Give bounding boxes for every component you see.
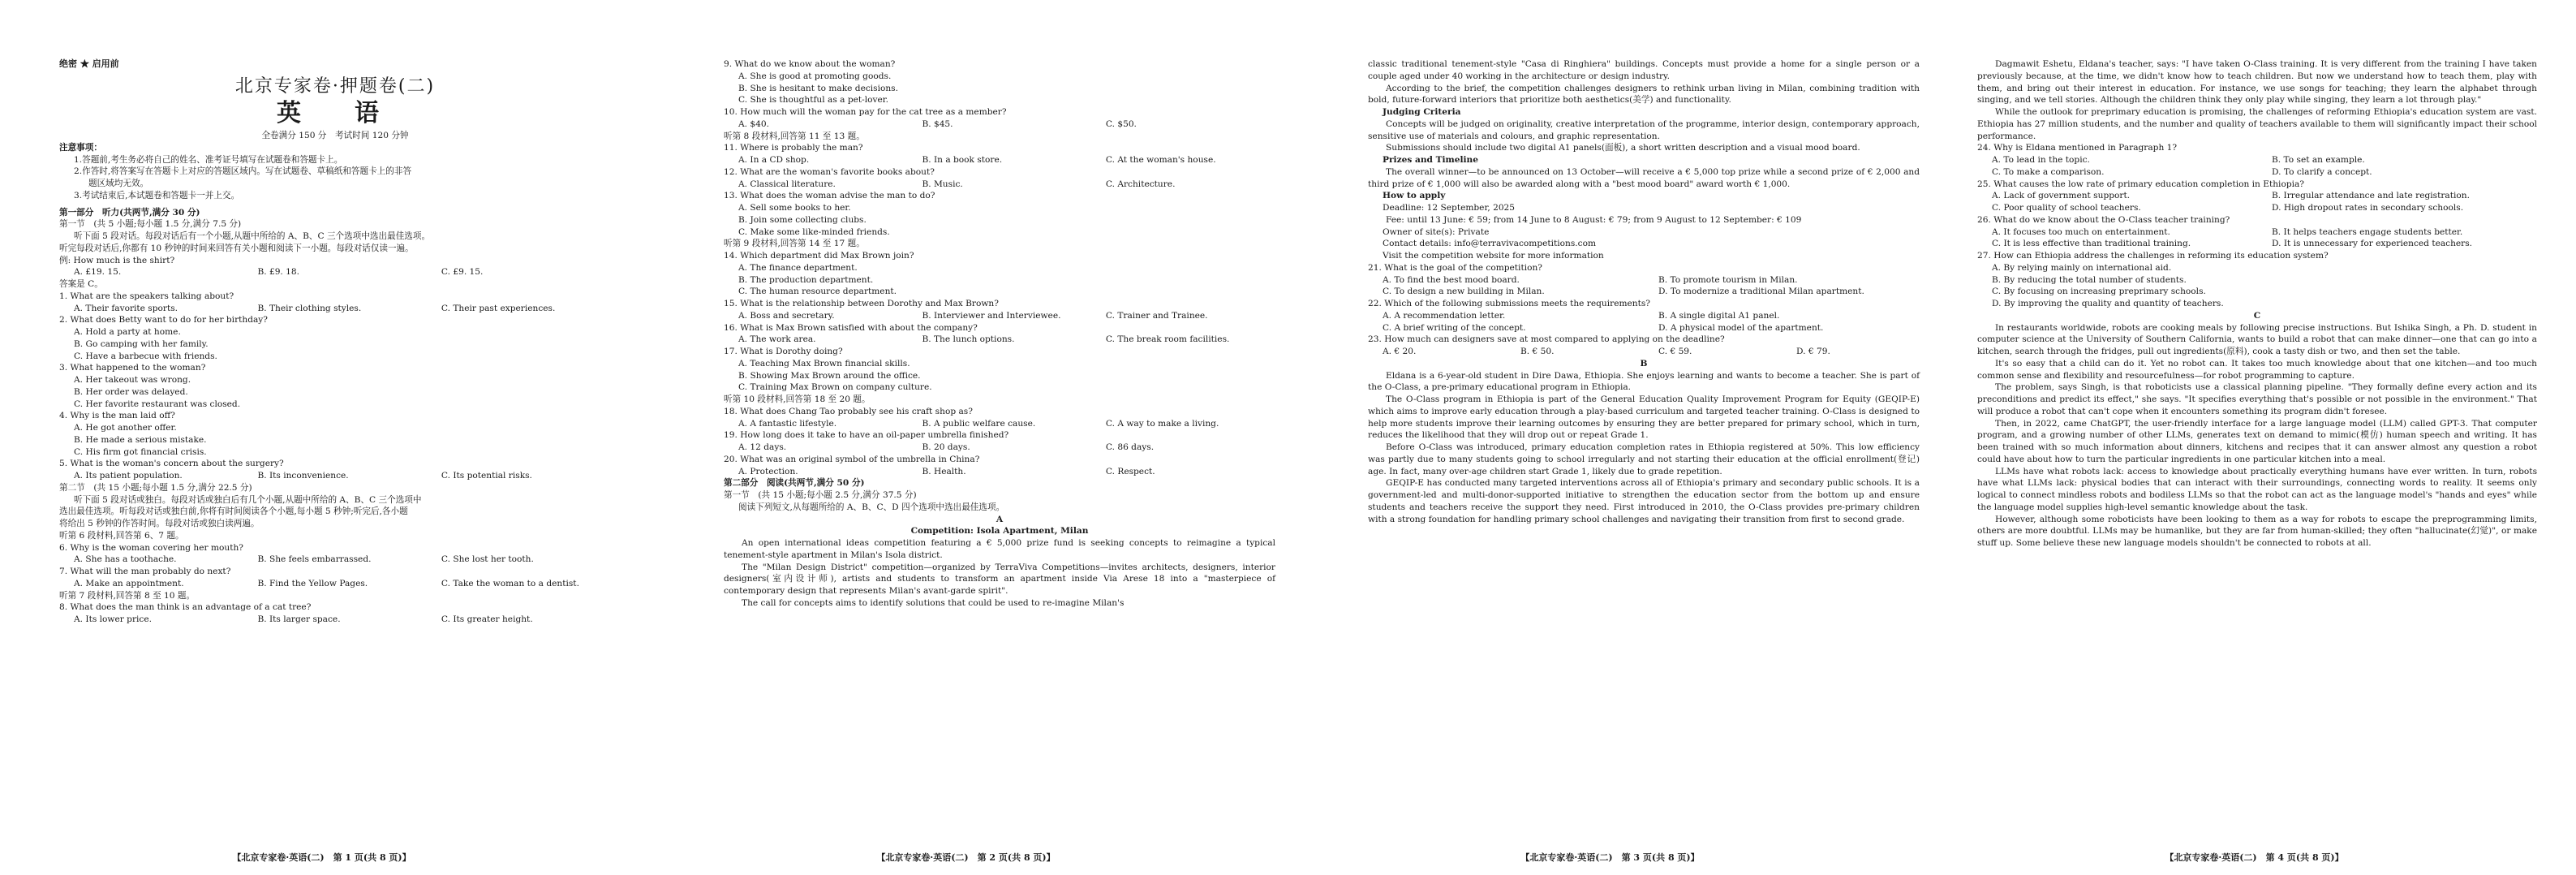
question: 2. What does Betty want to do for her birthday? xyxy=(59,315,268,325)
passage-paragraph: While the outlook for preprimary education is promising, the challenges of reforming Ethiopia's education system are vast. Ethiopia has 27 million students, and the number and quality of teachers available to them will significantly impact their school performance. xyxy=(1977,107,2537,141)
option: A. Make an appointment. xyxy=(74,578,184,588)
passage-paragraph: An open international ideas competition featuring a € 5,000 prize fund is seeking concepts to reimagine a typical tenement-style apartment in Milan's Isola district. xyxy=(724,538,1275,560)
passage-paragraph: Eldana is a 6-year-old student in Dire Dawa, Ethiopia. She enjoys learning and wants to become a teacher. She is part of the O-Class, a pre-primary educational program in Ethiopia. xyxy=(1368,370,1920,393)
exam-page-1 xyxy=(0,0,643,875)
part-2-heading: 第二部分 阅读(共两节,满分 50 分) xyxy=(724,478,865,489)
options-row xyxy=(1977,190,2537,202)
question: 13. What does the woman advise the man to do? xyxy=(724,191,935,201)
page-1-content xyxy=(59,58,611,626)
passage-paragraph: However, although some roboticists have been looking to them as a way for robots to escape the preprogramming limits, others are more doubtful. LLMs may be humanlike, but they are far from human-skilled; they often "hallucinate(幻觉)", or make stuff up. Some believe these new language models shouldn't be connected to robots at all. xyxy=(1977,514,2537,548)
option: B. She feels embarrassed. xyxy=(257,554,372,565)
subheading: Prizes and Timeline xyxy=(1383,155,1478,165)
exam-page-4 xyxy=(1933,0,2576,875)
passage-paragraph: The call for concepts aims to identify solutions that could be used to re-imagine Milan's xyxy=(742,597,1125,608)
confidential-mark: 绝密 ★ 启用前 xyxy=(59,58,119,69)
option: C. By focusing on increasing preprimary schools. xyxy=(1992,287,2206,297)
option: C. To design a new building in Milan. xyxy=(1383,287,1545,297)
options-row xyxy=(724,334,1275,346)
option: A. 12 days. xyxy=(738,442,787,452)
question: 23. How much can designers save at most compared to applying on the deadline? xyxy=(1368,334,1725,345)
question: 5. What is the woman's concern about the surgery? xyxy=(59,459,284,469)
material-note: 听第 8 段材料,回答第 11 至 13 题。 xyxy=(724,131,865,141)
option: B. Showing Max Brown around the office. xyxy=(738,370,921,381)
page-footer: 【北京专家卷·英语(二) 第 4 页(共 8 页)】 xyxy=(2165,852,2344,863)
option: B. £9. 18. xyxy=(257,267,300,278)
options-row xyxy=(1977,202,2537,214)
question: 17. What is Dorothy doing? xyxy=(724,347,843,356)
question: 24. Why is Eldana mentioned in Paragraph 1? xyxy=(1977,143,2178,153)
question: 16. What is Max Brown satisfied with about the company? xyxy=(724,322,978,333)
section-heading: 第一节 (共 5 小题;每小题 1.5 分,满分 7.5 分) xyxy=(59,219,242,230)
option: A. Teaching Max Brown financial skills. xyxy=(738,358,910,369)
options-row xyxy=(724,442,1275,454)
options-row xyxy=(724,179,1275,191)
option: B. The lunch options. xyxy=(922,334,1015,345)
example-answer: 答案是 C。 xyxy=(59,279,103,289)
option: B. To promote tourism in Milan. xyxy=(1658,274,1798,285)
option: C. A brief writing of the concept. xyxy=(1383,322,1526,333)
option: B. It helps teachers engage students better. xyxy=(2272,226,2463,237)
option: A. £19. 15. xyxy=(74,267,122,278)
question: 15. What is the relationship between Dorothy and Max Brown? xyxy=(724,299,999,308)
directions: 听下面 5 段对话。每段对话后有一个小题,从题中所给的 A、B、C 三个选项中选出最佳选项。 xyxy=(74,231,431,241)
option: C. She lost her tooth. xyxy=(441,554,534,565)
note-item: 1.答题前,考生务必将自己的姓名、准考证号填写在试题卷和答题卡上。 xyxy=(74,154,343,165)
option: A. A recommendation letter. xyxy=(1383,310,1506,321)
note-item: 3.考试结束后,本试题卷和答题卡一并上交。 xyxy=(74,190,240,200)
option: C. The human resource department. xyxy=(738,287,897,297)
option: B. Their clothing styles. xyxy=(257,303,362,313)
option: C. Its potential risks. xyxy=(441,471,532,481)
option: C. Training Max Brown on company culture. xyxy=(738,382,932,393)
option: A. Lack of government support. xyxy=(1992,191,2131,201)
options-row xyxy=(59,614,611,626)
passage-paragraph: Before O-Class was introduced, primary education completion rates in Ethiopia registered at 50%. This low efficiency was partly due to many students going to school irregularly and not starting their education at the official enrollment(登记) age. In fact, many over-age children start Grade 1, likely due to grade repetition. xyxy=(1368,442,1920,476)
option: B. Go camping with her family. xyxy=(74,338,209,349)
page-3-content xyxy=(1368,58,1920,525)
question: 9. What do we know about the woman? xyxy=(724,59,896,69)
option: C. Their past experiences. xyxy=(441,303,556,313)
question: 20. What was an original symbol of the umbrella in China? xyxy=(724,454,980,464)
question: 10. How much will the woman pay for the cat tree as a member? xyxy=(724,107,1007,117)
apply-detail: Deadline: 12 September, 2025 xyxy=(1383,203,1516,213)
options-row xyxy=(1368,322,1920,334)
exam-page-2 xyxy=(644,0,1288,875)
option: B. Interviewer and Interviewee. xyxy=(922,310,1061,321)
question: 11. Where is probably the man? xyxy=(724,143,863,153)
option: B. $45. xyxy=(922,119,953,129)
option: C. £9. 15. xyxy=(441,267,484,278)
question: 8. What does the man think is an advantage of a cat tree? xyxy=(59,602,312,613)
options-row xyxy=(724,466,1275,478)
material-note: 听第 6 段材料,回答第 6、7 题。 xyxy=(59,530,184,541)
option: D. High dropout rates in secondary schools. xyxy=(2272,203,2464,213)
option: B. A single digital A1 panel. xyxy=(1658,310,1780,321)
part-1-heading: 第一部分 听力(共两节,满分 30 分) xyxy=(59,207,200,218)
option: C. She is thoughtful as a pet-lover. xyxy=(738,95,888,106)
passage-paragraph: LLMs have what robots lack: access to knowledge about practically everything humans have ever written. In turn, robots have what LLMs lack: physical bodies that can interact with their surroundings, connecting words to reality. It seems only logical to connect mindless robots and bodiless LLMs so that the robot can act as the language model's "hands and eyes" while the language model supplies high-level semantic knowledge about the task. xyxy=(1977,466,2537,512)
option: A. € 20. xyxy=(1383,347,1417,356)
options-row xyxy=(59,303,611,315)
option: A. Her takeout was wrong. xyxy=(74,375,191,385)
page-footer: 【北京专家卷·英语(二) 第 3 页(共 8 页)】 xyxy=(1520,852,1700,863)
material-note: 听第 10 段材料,回答第 18 至 20 题。 xyxy=(724,394,871,404)
apply-detail: Visit the competition website for more information xyxy=(1383,251,1604,261)
passage-paragraph: The problem, says Singh, is that roboticists use a classical planning pipeline. "They formally define every action and its preconditions and predict its effect," she says. "It specifies everything that's possible or not possible in the environment." That will produce a robot that can't cope when it encounters something its program didn't foresee. xyxy=(1977,382,2537,416)
options-row xyxy=(1977,154,2537,166)
option: A. To lead in the topic. xyxy=(1992,155,2090,165)
passage-letter: B xyxy=(1640,358,1648,369)
option: B. A public welfare cause. xyxy=(922,418,1036,429)
option: A. A fantastic lifestyle. xyxy=(738,418,837,429)
option: A. Hold a party at home. xyxy=(74,327,181,337)
options-row xyxy=(1977,166,2537,179)
option: A. Sell some books to her. xyxy=(738,203,851,213)
passage-letter: C xyxy=(2253,310,2261,321)
option: D. A physical model of the apartment. xyxy=(1658,322,1824,333)
note-item: 题区域均无效。 xyxy=(88,179,149,188)
option: A. She is good at promoting goods. xyxy=(738,71,892,81)
option: C. Make some like-minded friends. xyxy=(738,226,890,237)
options-row xyxy=(59,578,611,590)
option: B. 20 days. xyxy=(922,442,970,452)
option: C. Architecture. xyxy=(1105,179,1176,189)
option: A. Its patient population. xyxy=(74,471,183,481)
option: C. Take the woman to a dentist. xyxy=(441,578,579,588)
option: B. € 50. xyxy=(1520,347,1555,356)
options-row xyxy=(1977,226,2537,239)
example-question: 例: How much is the shirt? xyxy=(59,255,175,265)
option: A. The finance department. xyxy=(738,262,858,273)
option: B. Join some collecting clubs. xyxy=(738,214,867,225)
option: D. To clarify a concept. xyxy=(2272,166,2372,177)
option: B. Her order was delayed. xyxy=(74,386,188,397)
page-footer: 【北京专家卷·英语(二) 第 2 页(共 8 页)】 xyxy=(876,852,1056,863)
options-row xyxy=(1368,346,1920,358)
exam-page-3 xyxy=(1288,0,1932,875)
option: C. The break room facilities. xyxy=(1105,334,1230,345)
option: B. Its larger space. xyxy=(257,614,341,624)
passage-paragraph: Concepts will be judged on originality, creative interpretation of the programme, interior design, contemporary approach, sensitive use of materials and colours, and graphic representation. xyxy=(1368,119,1920,141)
question: 22. Which of the following submissions meets the requirements? xyxy=(1368,299,1650,308)
passage-paragraph: GEQIP-E has conducted many targeted interventions across all of Ethiopia's primary and secondary public schools. It is a government-led and multi-donor-supported initiative to strengthen the education sector from the bottom up and ensure students and teachers receive the support they need. First introduced in 2010, the O-Class provides pre-primary children with a strong foundation for handling primary school challenges and navigating their transition from first to second grade. xyxy=(1368,478,1920,524)
option: B. To set an example. xyxy=(2272,155,2365,165)
passage-paragraph: It's so easy that a child can do it. Yet no robot can. It takes too much knowledge about that one kitchen—and too much common sense and flexibility and resourcefulness—for robot programming to capture. xyxy=(1977,358,2537,381)
directions: 选出最佳选项。听每段对话或独白前,你将有时间阅读各个小题,每小题 5 秒钟;听完后,各小题 xyxy=(59,506,408,517)
option: D. € 79. xyxy=(1796,347,1830,356)
passage-paragraph: Then, in 2022, came ChatGPT, the user-friendly interface for a large language model (LLM) called GPT-3. That computer program, and a growing number of other LLMs, generates text on demand to mimic(模仿) human speech and writing. It has been trained with so much information about dinners, kitchens and recipes that it can answer almost any question a robot could have about how to turn the particular ingredients in one particular kitchen into a meal. xyxy=(1977,418,2537,464)
directions: 听完每段对话后,你都有 10 秒钟的时间来回答有关小题和阅读下一小题。每段对话仅读一遍。 xyxy=(59,243,414,253)
option: B. Irregular attendance and late registration. xyxy=(2272,191,2470,201)
question: 4. Why is the man laid off? xyxy=(59,411,175,421)
option: A. Boss and secretary. xyxy=(738,310,835,321)
option: B. Find the Yellow Pages. xyxy=(257,578,368,588)
option: B. Health. xyxy=(922,466,966,476)
option: C. Respect. xyxy=(1105,466,1155,476)
apply-detail: Owner of site(s): Private xyxy=(1383,226,1490,237)
question: 21. What is the goal of the competition? xyxy=(1368,262,1542,273)
directions: 听下面 5 段对话或独白。每段对话或独白后有几个小题,从题中所给的 A、B、C 三个选项中 xyxy=(74,494,422,505)
option: C. His firm got financial crisis. xyxy=(74,446,207,457)
apply-detail: Fee: until 13 June: € 59; from 14 June to 8 August: € 79; from 9 August to 12 September: € 109 xyxy=(1386,214,1802,225)
subheading: How to apply xyxy=(1383,191,1446,201)
note-item: 2.作答时,将答案写在答题卡上对应的答题区域内。写在试题卷、草稿纸和答题卡上的非答 xyxy=(74,166,412,177)
passage-paragraph: The "Milan Design District" competition—organized by TerraViva Competitions—invites architects, designers, interior designers(室内设计师), artists and students to transform an apartment inside Via Arese 18 into a "masterpiece of contemporary design that represents Milan's avant-garde spirit". xyxy=(724,562,1275,596)
option: C. Trainer and Trainee. xyxy=(1105,310,1208,321)
option: A. In a CD shop. xyxy=(738,155,810,165)
exam-title: 北京专家卷·押题卷(二) xyxy=(234,75,436,97)
option: C. 86 days. xyxy=(1105,442,1155,452)
passage-paragraph: According to the brief, the competition challenges designers to rethink urban living in Milan, combining tradition with bold, future-forward interiors that prioritize both aesthetics(美学) and functionality. xyxy=(1368,83,1920,106)
passage-paragraph: Dagmawit Eshetu, Eldana's teacher, says: "I have taken O-Class training. It is very different from the training I have taken previously because, at the time, we didn't know how to teach children. But now we understand how to teach them, play with them, and bring out their interest in education. For instance, we use songs for teaching; they learn the alphabet through singing, and we tell stories. Although the children think they only play while singing, they learn a lot through play." xyxy=(1977,59,2537,106)
options-row xyxy=(724,119,1275,131)
option: B. Music. xyxy=(922,179,963,189)
option: B. By reducing the total number of students. xyxy=(1992,274,2187,285)
option: B. He made a serious mistake. xyxy=(74,434,207,445)
option: A. Protection. xyxy=(738,466,798,476)
option: C. Its greater height. xyxy=(441,614,533,624)
option: D. To modernize a traditional Milan apartment. xyxy=(1658,287,1864,297)
question: 6. Why is the woman covering her mouth? xyxy=(59,542,243,553)
passage-title: Competition: Isola Apartment, Milan xyxy=(910,526,1089,537)
option: A. She has a toothache. xyxy=(74,554,177,565)
option: A. Its lower price. xyxy=(74,614,152,624)
options-row xyxy=(1368,274,1920,287)
page-footer: 【北京专家卷·英语(二) 第 1 页(共 8 页)】 xyxy=(232,852,411,863)
option: A. $40. xyxy=(738,119,769,129)
passage-paragraph: The overall winner—to be announced on 13 October—will receive a € 5,000 top prize while a second prize of € 2,000 and third prize of € 1,000 will also be awarded along with a "best mood board" award worth € 1,000. xyxy=(1368,166,1920,189)
option: C. At the woman's house. xyxy=(1105,155,1216,165)
passage-paragraph: The O-Class program in Ethiopia is part of the General Education Quality Improvement Program for Equity (GEQIP-E) which aims to improve early education through a play-based curriculum and targeted teacher training. O-Class is designed to help more students improve their learning outcomes by ensuring they are better prepared for primary school, which in turn, reduces the likelihood that they will drop out or repeat Grade 1. xyxy=(1368,394,1920,441)
question: 14. Which department did Max Brown join? xyxy=(724,251,914,261)
options-row xyxy=(724,154,1275,166)
option: B. The production department. xyxy=(738,274,874,285)
option: A. It focuses too much on entertainment. xyxy=(1992,226,2170,237)
question: 7. What will the man probably do next? xyxy=(59,567,231,576)
option: D. By improving the quality and quantity of teachers. xyxy=(1992,299,2224,308)
options-row xyxy=(724,418,1275,430)
question: 1. What are the speakers talking about? xyxy=(59,291,234,301)
passage-paragraph: Submissions should include two digital A1 panels(面板), a short written description and a visual mood board. xyxy=(1386,143,1860,153)
option: A. By relying mainly on international aid. xyxy=(1992,262,2172,273)
option: B. In a book store. xyxy=(922,155,1003,165)
question: 27. How can Ethiopia address the challenges in reforming its education system? xyxy=(1977,251,2329,261)
option: C. Her favorite restaurant was closed. xyxy=(74,399,241,409)
passage-paragraph: classic traditional tenement-style "Casa di Ringhiera" buildings. Concepts must provide a home for a single person or a couple aged under 40 working in the architecture or design industry. xyxy=(1368,59,1920,81)
page-4-content xyxy=(1977,58,2537,550)
example-options xyxy=(59,266,611,278)
question: 18. What does Chang Tao probably see his craft shop as? xyxy=(724,406,973,416)
options-row xyxy=(59,470,611,482)
options-row xyxy=(1368,286,1920,298)
question: 3. What happened to the woman? xyxy=(59,363,206,373)
option: C. € 59. xyxy=(1658,347,1692,356)
option: B. Its inconvenience. xyxy=(257,471,349,481)
notes-title: 注意事项： xyxy=(59,142,102,153)
options-row xyxy=(1977,238,2537,250)
option: C. Poor quality of school teachers. xyxy=(1992,203,2141,213)
options-row xyxy=(59,554,611,566)
question: 19. How long does it take to have an oil-paper umbrella finished? xyxy=(724,430,1009,441)
subject-title: 英 语 xyxy=(277,98,393,127)
material-note: 听第 7 段材料,回答第 8 至 10 题。 xyxy=(59,590,196,601)
directions: 阅读下列短文,从每题所给的 A、B、C、D 四个选项中选出最佳选项。 xyxy=(738,502,1005,512)
option: C. A way to make a living. xyxy=(1105,418,1219,429)
section-heading: 第一节 (共 15 小题;每小题 2.5 分,满分 37.5 分) xyxy=(724,490,917,500)
passage-paragraph: In restaurants worldwide, robots are cooking meals by following precise instructions. But Ishika Singh, a Ph. D. student in computer science at the University of Southern California, wants to build a robot that can make dinner—one that can go into a kitchen, search through the fridges, pull out ingredients(原料), cook a tasty dish or two, and then set the table. xyxy=(1977,322,2537,356)
passage-letter: A xyxy=(996,514,1004,524)
option: A. The work area. xyxy=(738,334,816,345)
option: A. To find the best mood board. xyxy=(1383,274,1520,285)
material-note: 听第 9 段材料,回答第 14 至 17 题。 xyxy=(724,239,865,249)
subheading: Judging Criteria xyxy=(1383,107,1461,117)
option: A. Classical literature. xyxy=(738,179,836,189)
option: C. It is less effective than traditional training. xyxy=(1992,239,2191,249)
page-2-content xyxy=(724,58,1275,610)
question: 26. What do we know about the O-Class teacher training? xyxy=(1977,214,2230,225)
option: C. To make a comparison. xyxy=(1992,166,2105,177)
option: B. She is hesitant to make decisions. xyxy=(738,83,898,93)
option: C. $50. xyxy=(1105,119,1137,129)
option: A. He got another offer. xyxy=(74,423,177,433)
question: 25. What causes the low rate of primary education completion in Ethiopia? xyxy=(1977,179,2304,189)
option: C. Have a barbecue with friends. xyxy=(74,351,217,361)
options-row xyxy=(724,310,1275,322)
apply-detail: Contact details: info@terravivacompetitions.com xyxy=(1383,239,1597,249)
directions: 将给出 5 秒钟的作答时间。每段对话或独白读两遍。 xyxy=(59,519,260,528)
options-row xyxy=(1368,310,1920,322)
option: D. It is unnecessary for experienced teachers. xyxy=(2272,239,2473,249)
option: A. Their favorite sports. xyxy=(74,303,178,313)
exam-meta: 全卷满分 150 分 考试时间 120 分钟 xyxy=(261,130,409,140)
section-heading: 第二节 (共 15 小题;每小题 1.5 分,满分 22.5 分) xyxy=(59,482,252,493)
question: 12. What are the woman's favorite books about? xyxy=(724,166,935,177)
